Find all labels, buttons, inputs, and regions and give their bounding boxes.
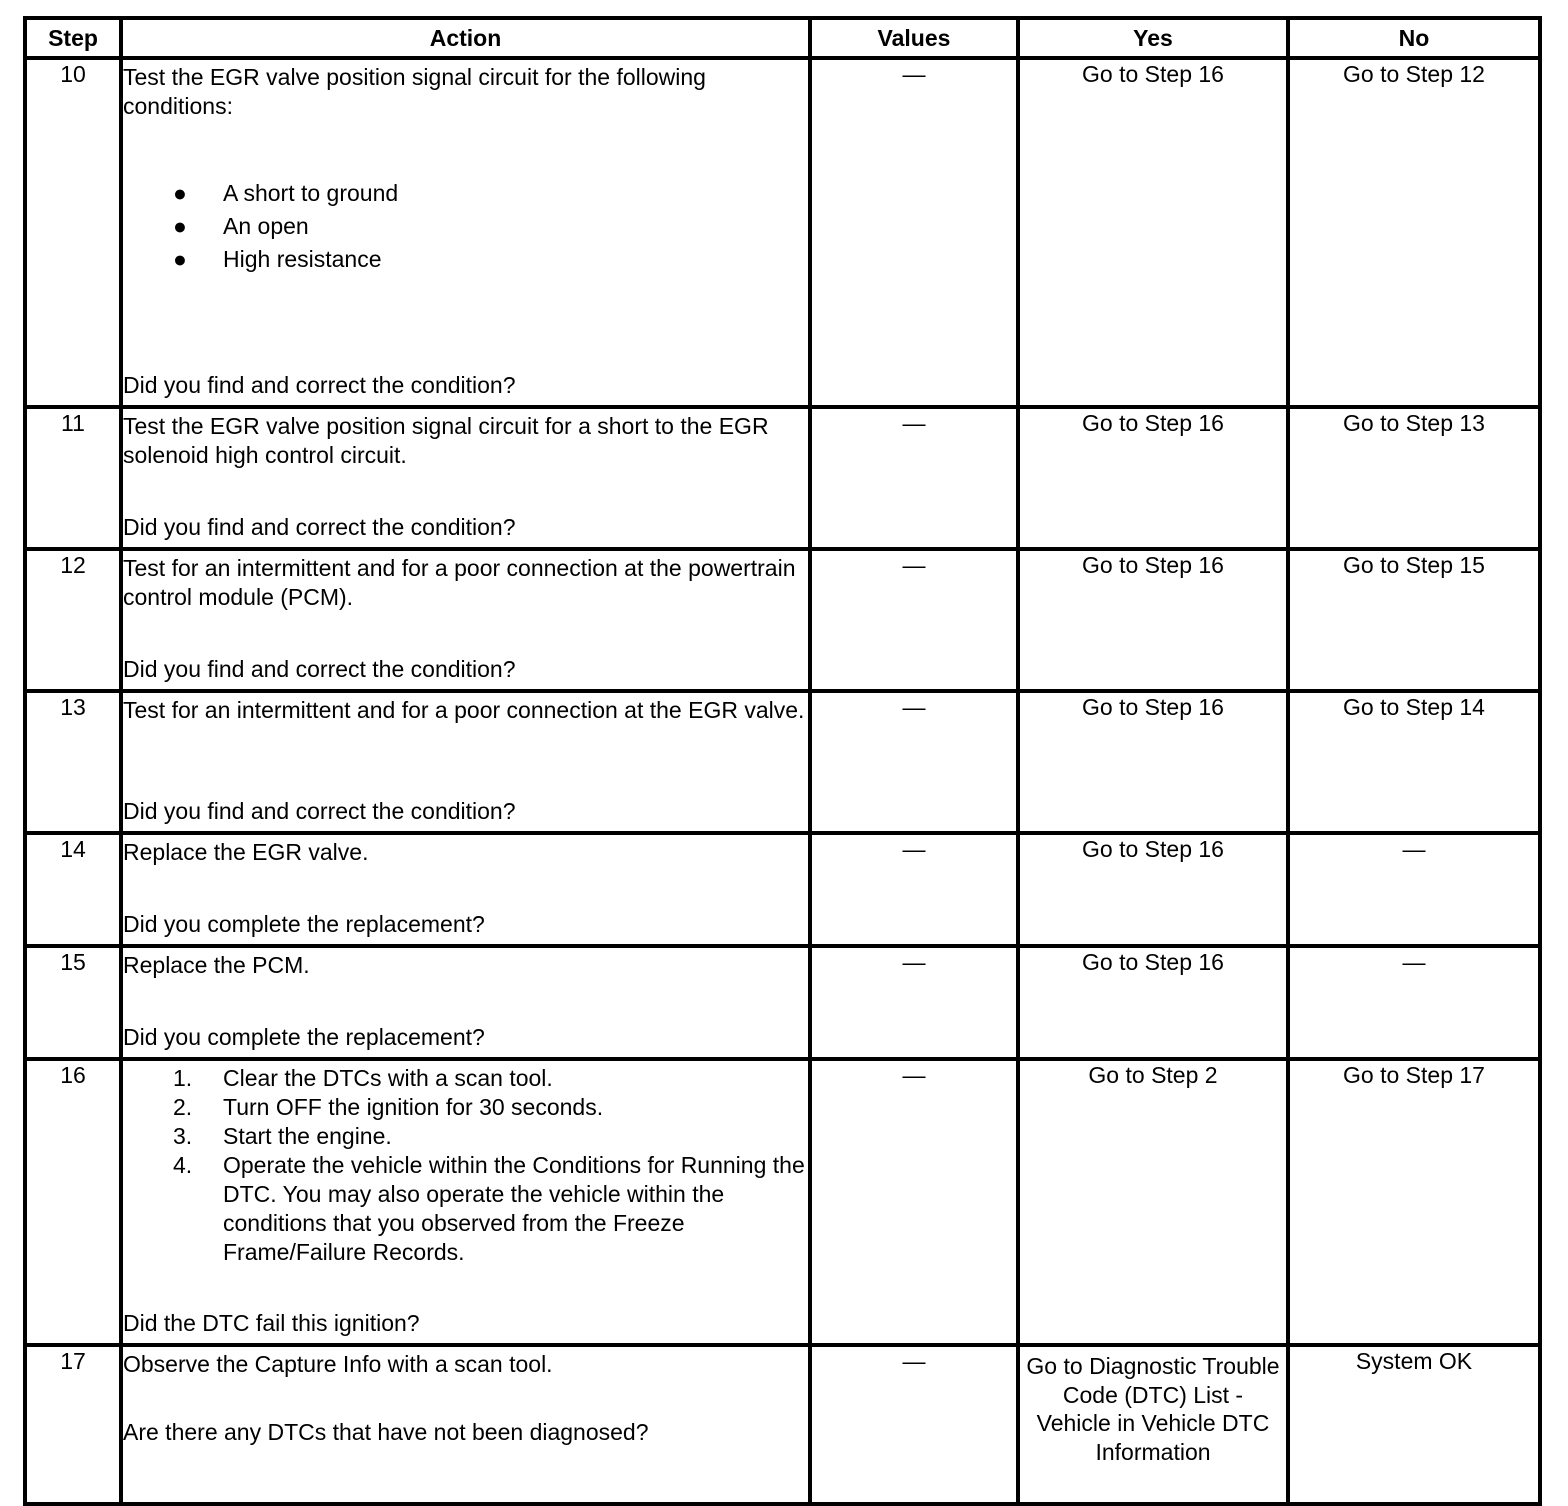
diagnostic-table (23, 16, 1542, 1506)
table-row-step-12 (25, 549, 1540, 691)
values-cell: — (810, 946, 1018, 1059)
yes-cell: Go to Step 16 (1018, 549, 1288, 691)
no-cell: Go to Step 15 (1288, 549, 1540, 691)
table-row-step-16 (25, 1059, 1540, 1345)
yes-cell: Go to Step 16 (1018, 407, 1288, 549)
table-row-step-11 (25, 407, 1540, 549)
action-cell (121, 833, 810, 946)
yes-cell: Go to Step 2 (1018, 1059, 1288, 1345)
action-question: Did you complete the replacement? (123, 1024, 485, 1050)
table-row-step-10 (25, 58, 1540, 407)
values-cell: — (810, 1345, 1018, 1504)
action-cell (121, 691, 810, 833)
list-item: 1. Clear the DTCs with a scan tool. (173, 1065, 553, 1091)
no-cell: Go to Step 13 (1288, 407, 1540, 549)
bullet-icon: ● (173, 180, 187, 206)
action-cell (121, 1345, 810, 1504)
header-yes: Yes (1018, 18, 1288, 58)
list-item: 4. Operate the vehicle within the Conditions for Running the DTC. You may also operate the vehicle within the conditions that you observed from the Freeze Frame/Failure Records. (173, 1152, 805, 1265)
yes-cell: Go to Step 16 (1018, 58, 1288, 407)
header-action: Action (121, 18, 810, 58)
list-item: ● A short to ground (123, 177, 808, 210)
action-cell (121, 407, 810, 549)
list-item: ● An open (123, 210, 808, 243)
step-number: 11 (25, 407, 121, 549)
step-number: 15 (25, 946, 121, 1059)
step-number: 13 (25, 691, 121, 833)
action-question: Did you find and correct the condition? (123, 798, 516, 824)
list-item: 2. Turn OFF the ignition for 30 seconds. (173, 1094, 604, 1120)
table-row-step-15 (25, 946, 1540, 1059)
yes-link-text: Go to Diagnostic Trouble Code (DTC) List - Vehicle in Vehicle DTC Information (1026, 1353, 1280, 1465)
table-row-step-17 (25, 1345, 1540, 1504)
values-cell: — (810, 549, 1018, 691)
list-item: 3. Start the engine. (173, 1123, 392, 1149)
bullet-icon: ● (173, 246, 187, 272)
bullet-icon: ● (173, 213, 187, 239)
values-cell: — (810, 691, 1018, 833)
action-text: Test the EGR valve position signal circuit for the following conditions: (123, 64, 706, 119)
procedure-list (123, 1064, 808, 1267)
header-no: No (1288, 18, 1540, 58)
header-row (25, 18, 1540, 58)
step-number: 16 (25, 1059, 121, 1345)
action-cell (121, 549, 810, 691)
no-cell: — (1288, 833, 1540, 946)
action-question: Did you find and correct the condition? (123, 372, 516, 398)
action-question: Did you find and correct the condition? (123, 514, 516, 540)
action-text: Observe the Capture Info with a scan tool. (123, 1351, 553, 1377)
action-text: Test for an intermittent and for a poor connection at the powertrain control module (PCM). (123, 555, 796, 610)
action-question: Did you complete the replacement? (123, 911, 485, 937)
action-cell (121, 1059, 810, 1345)
no-cell: — (1288, 946, 1540, 1059)
list-item: ● High resistance (123, 243, 808, 276)
step-number: 12 (25, 549, 121, 691)
header-step: Step (25, 18, 121, 58)
values-cell: — (810, 1059, 1018, 1345)
step-number: 10 (25, 58, 121, 407)
values-cell: — (810, 833, 1018, 946)
action-question: Did you find and correct the condition? (123, 656, 516, 682)
step-number: 14 (25, 833, 121, 946)
yes-cell (1018, 1345, 1288, 1504)
no-cell: Go to Step 17 (1288, 1059, 1540, 1345)
action-question: Did the DTC fail this ignition? (123, 1310, 420, 1336)
action-cell (121, 58, 810, 407)
action-text: Replace the EGR valve. (123, 839, 369, 865)
action-question: Are there any DTCs that have not been diagnosed? (123, 1419, 649, 1445)
yes-cell: Go to Step 16 (1018, 691, 1288, 833)
action-text: Replace the PCM. (123, 952, 310, 978)
values-cell: — (810, 407, 1018, 549)
no-cell: System OK (1288, 1345, 1540, 1504)
action-cell (121, 946, 810, 1059)
values-cell: — (810, 58, 1018, 407)
yes-cell: Go to Step 16 (1018, 833, 1288, 946)
yes-cell: Go to Step 16 (1018, 946, 1288, 1059)
table-row-step-13 (25, 691, 1540, 833)
action-text: Test for an intermittent and for a poor connection at the EGR valve. (123, 697, 805, 723)
condition-list (123, 177, 808, 276)
no-cell: Go to Step 12 (1288, 58, 1540, 407)
header-values: Values (810, 18, 1018, 58)
action-text: Test the EGR valve position signal circuit for a short to the EGR solenoid high control circuit. (123, 413, 769, 468)
no-cell: Go to Step 14 (1288, 691, 1540, 833)
table-row-step-14 (25, 833, 1540, 946)
step-number: 17 (25, 1345, 121, 1504)
